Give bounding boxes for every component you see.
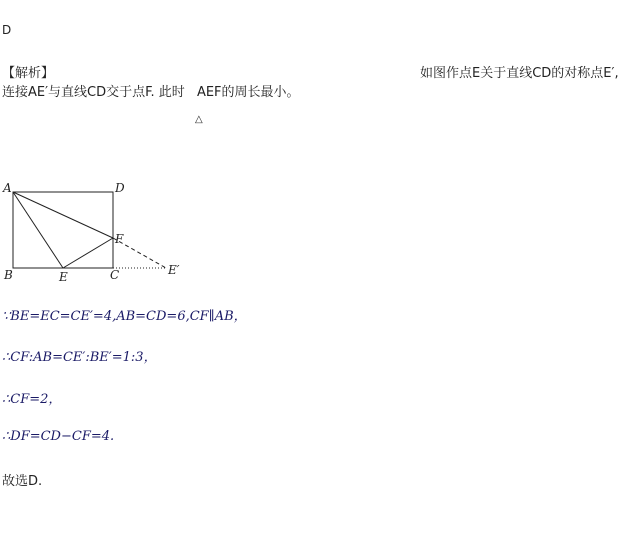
label-C: C bbox=[110, 268, 120, 282]
analysis-header: 【解析】 bbox=[2, 66, 55, 81]
step-2: ∴CF:AB=CE′:BE′=1:3， bbox=[2, 350, 157, 365]
geometry-figure bbox=[0, 175, 200, 285]
step-1: ∵BE=EC=CE′=4,AB=CD=6,CF∥AB， bbox=[2, 309, 247, 324]
analysis-line2-text: 连接AE′与直线CD交于点F. 此时 bbox=[2, 85, 185, 100]
analysis-line2-tri: AEF的周长最小。 bbox=[196, 85, 300, 100]
step-3: ∴CF=2， bbox=[2, 392, 62, 407]
label-B: B bbox=[4, 268, 13, 282]
analysis-line1: 如图作点E关于直线CD的对称点E′, bbox=[420, 66, 619, 81]
answer-letter: D bbox=[2, 23, 12, 37]
rectangle-ABCD bbox=[13, 192, 113, 268]
label-E: E bbox=[59, 270, 68, 284]
step-4: ∴DF=CD−CF=4. bbox=[2, 429, 115, 444]
label-E-prime: E′ bbox=[168, 263, 180, 277]
label-A: A bbox=[3, 181, 12, 195]
analysis-line2 bbox=[2, 81, 300, 100]
segment-EF bbox=[63, 238, 113, 268]
label-D: D bbox=[115, 181, 125, 195]
conclusion: 故选D. bbox=[2, 474, 43, 489]
label-F: F bbox=[115, 232, 124, 246]
triangle-symbol: △ bbox=[195, 114, 203, 125]
